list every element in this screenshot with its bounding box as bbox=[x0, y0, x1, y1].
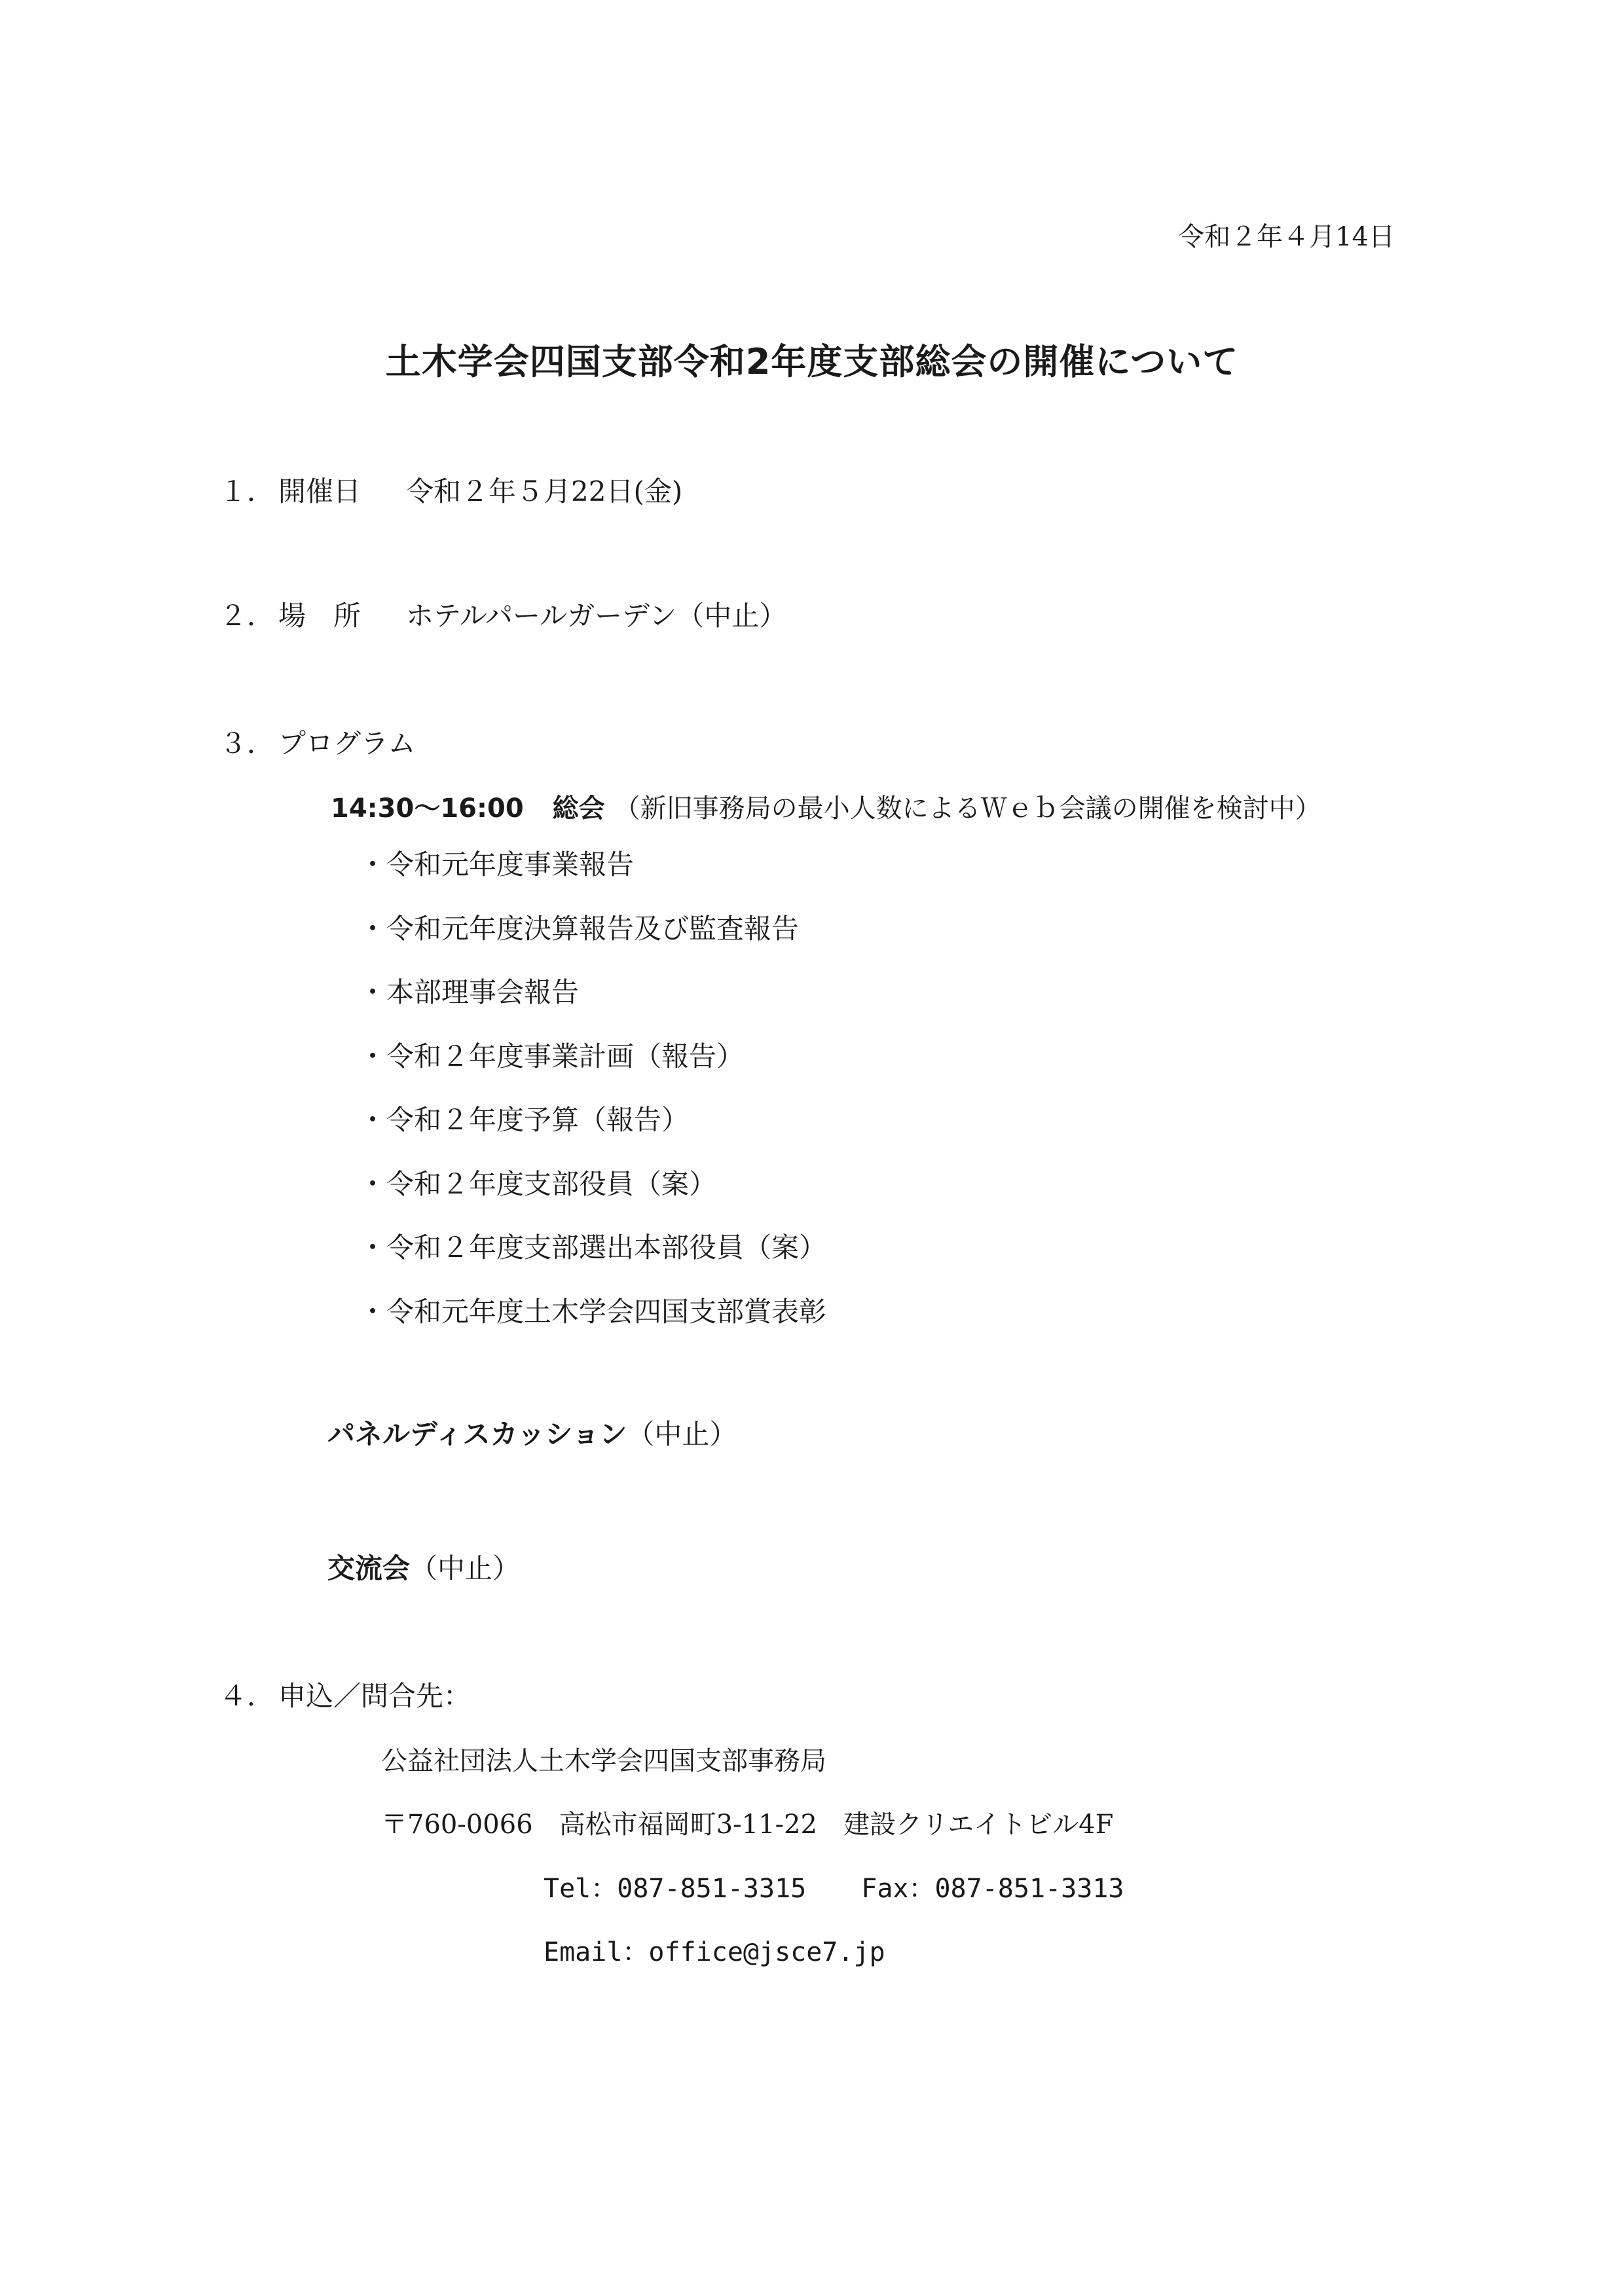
meeting-time: 14:30～16:00 bbox=[331, 793, 524, 824]
postal-code: 〒760-0066 bbox=[381, 1810, 533, 1840]
section-label: 場 所 bbox=[278, 600, 361, 632]
section-number: １． bbox=[219, 475, 275, 507]
section-number: ３． bbox=[219, 727, 275, 759]
section-venue bbox=[219, 594, 786, 634]
venue-name: ホテルパールガーデン（中止） bbox=[406, 600, 787, 632]
section-label: 申込／問合先： bbox=[278, 1680, 471, 1712]
agenda-list bbox=[359, 847, 826, 1357]
contact-email[interactable]: Email：office@jsce7.jp bbox=[544, 1937, 885, 1967]
exchange-meeting bbox=[327, 1547, 520, 1586]
contact-organization: 公益社団法人土木学会四国支部事務局 bbox=[381, 1746, 826, 1776]
general-meeting-heading bbox=[331, 788, 1321, 825]
event-date: 令和２年５月22日(金) bbox=[406, 475, 683, 507]
section-date bbox=[219, 470, 682, 509]
meeting-name: 総会 bbox=[552, 793, 605, 824]
fax-number: Fax：087-851-3313 bbox=[861, 1874, 1124, 1904]
building-name: 建設クリエイトビル4F bbox=[843, 1810, 1114, 1840]
agenda-item: ・令和２年度支部役員（案） bbox=[359, 1167, 717, 1200]
panel-discussion bbox=[327, 1413, 737, 1452]
meeting-note: （新旧事務局の最小人数によるＷｅｂ会議の開催を検討中） bbox=[614, 793, 1321, 824]
section-number: ４． bbox=[219, 1680, 275, 1712]
agenda-item: ・令和元年度土木学会四国支部賞表彰 bbox=[359, 1295, 827, 1328]
exchange-name: 交流会 bbox=[327, 1552, 411, 1584]
agenda-item: ・令和２年度予算（報告） bbox=[359, 1104, 690, 1136]
document-date: 令和２年４月14日 bbox=[1178, 222, 1395, 252]
agenda-item: ・令和２年度事業計画（報告） bbox=[359, 1040, 745, 1072]
section-number: ２． bbox=[219, 600, 275, 632]
agenda-item: ・本部理事会報告 bbox=[359, 976, 580, 1008]
contact-address bbox=[381, 1804, 1113, 1841]
panel-status: （中止） bbox=[627, 1418, 737, 1450]
section-contact bbox=[219, 1675, 471, 1714]
contact-phone-fax bbox=[544, 1868, 1124, 1905]
section-label: 開催日 bbox=[278, 475, 361, 507]
section-program bbox=[219, 722, 416, 761]
exchange-status: （中止） bbox=[410, 1552, 521, 1584]
agenda-item: ・令和元年度事業報告 bbox=[359, 848, 635, 881]
section-label: プログラム bbox=[278, 727, 416, 759]
agenda-item: ・令和元年度決算報告及び監査報告 bbox=[359, 912, 800, 945]
agenda-item: ・令和２年度支部選出本部役員（案） bbox=[359, 1231, 827, 1264]
city-address: 高松市福岡町3-11-22 bbox=[559, 1810, 817, 1840]
tel-number: Tel：087-851-3315 bbox=[544, 1874, 807, 1904]
panel-name: パネルディスカッション bbox=[327, 1418, 627, 1450]
document-title: 土木学会四国支部令和2年度支部総会の開催について bbox=[385, 341, 1239, 382]
